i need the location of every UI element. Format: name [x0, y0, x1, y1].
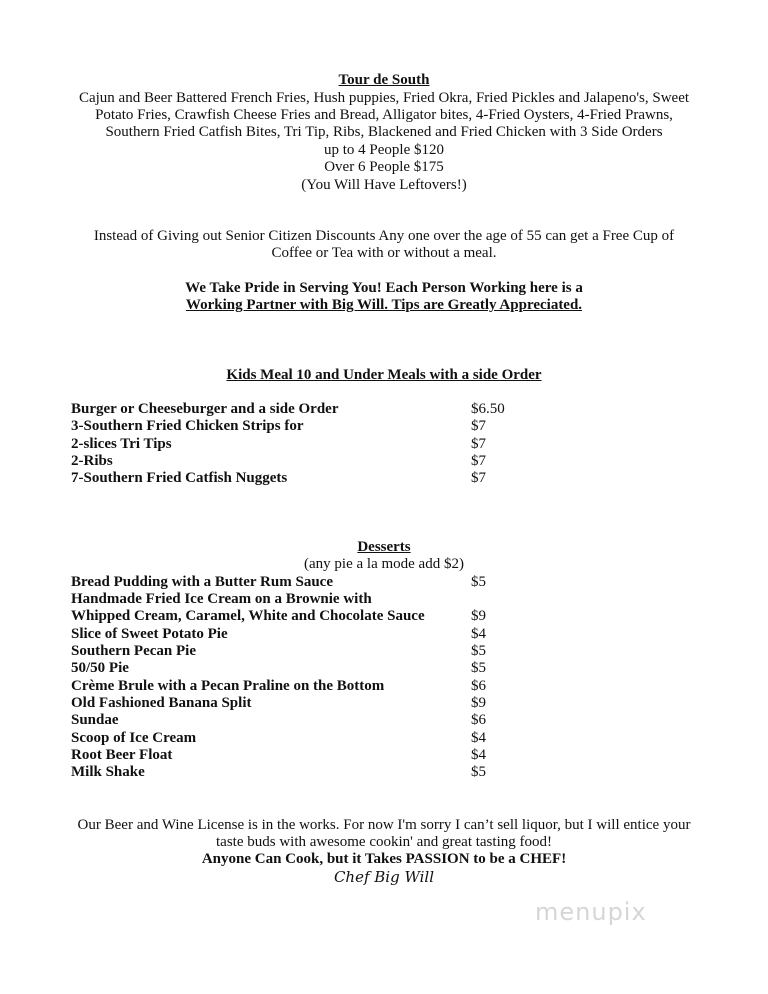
- item-name: Whipped Cream, Caramel, White and Chocolate Sauce: [71, 608, 425, 625]
- menu-item: [71, 453, 671, 470]
- item-price: $9: [471, 608, 486, 625]
- menu-item: [71, 608, 671, 625]
- item-name: Crème Brule with a Pecan Praline on the Bottom: [71, 677, 385, 694]
- menu-item: [71, 730, 671, 747]
- menu-item: [71, 747, 671, 764]
- menu-item: [71, 643, 671, 660]
- item-price: $5: [471, 660, 486, 677]
- item-name: Milk Shake: [71, 764, 145, 781]
- menu-item: [71, 660, 671, 677]
- item-name: 2-slices Tri Tips: [71, 435, 172, 452]
- menu-item: [71, 695, 671, 712]
- menu-item: [71, 678, 671, 695]
- menu-item: [71, 764, 671, 781]
- item-name: Handmade Fried Ice Cream on a Brownie with: [71, 590, 372, 607]
- item-price: $9: [471, 694, 486, 711]
- kids-title: Kids Meal 10 and Under Meals with a side Order: [226, 367, 542, 383]
- item-price: $7: [471, 418, 486, 435]
- tour-lines-line: Potato Fries, Crawfish Cheese Fries and Bread, Alligator bites, 4-Fried Oysters, 4-Fried Prawns,: [95, 106, 673, 123]
- item-price: $7: [471, 470, 486, 487]
- senior-line: Instead of Giving out Senior Citizen Discounts Any one over the age of 55 can get a Free Cup of: [93, 228, 675, 244]
- menu-item: [71, 470, 671, 487]
- desserts-note: (any pie a la mode add $2): [304, 556, 464, 572]
- tour-lines-line: (You Will Have Leftovers!): [301, 176, 467, 193]
- motto: Anyone Can Cook, but it Takes PASSION to be a CHEF!: [201, 851, 567, 867]
- menu-item: [71, 626, 671, 643]
- item-price: $7: [471, 435, 486, 452]
- tour-lines-line: Over 6 People $175: [324, 159, 444, 176]
- tour-lines-line: Cajun and Beer Battered French Fries, Hush puppies, Fried Okra, Fried Pickles and Jalapeno's, Sweet: [78, 89, 690, 106]
- pride-line: We Take Pride in Serving You! Each Person Working here is a: [185, 280, 583, 296]
- footer-line: taste buds with awesome cookin' and great tasting food!: [216, 834, 552, 851]
- item-name: Sundae: [71, 712, 119, 729]
- item-price: $4: [471, 747, 486, 763]
- menu-item: [71, 418, 671, 435]
- item-price: $4: [471, 625, 486, 642]
- tour-title: Tour de South: [338, 72, 430, 88]
- item-name: 7-Southern Fried Catfish Nuggets: [71, 470, 288, 487]
- menu-item: [71, 401, 671, 418]
- item-name: 2-Ribs: [71, 453, 113, 470]
- item-name: Scoop of Ice Cream: [71, 729, 197, 746]
- senior-line: Coffee or Tea with or without a meal.: [271, 245, 497, 262]
- tour-lines-line: Southern Fried Catfish Bites, Tri Tip, Ribs, Blackened and Fried Chicken with 3 Side Orders: [105, 124, 663, 141]
- item-name: Root Beer Float: [71, 747, 173, 763]
- item-price: $6.50: [471, 401, 505, 417]
- item-name: 50/50 Pie: [71, 660, 129, 677]
- item-price: $6: [471, 712, 486, 729]
- item-name: Slice of Sweet Potato Pie: [71, 625, 228, 642]
- menu-item: [71, 574, 671, 591]
- item-price: $7: [471, 453, 486, 470]
- item-price: $6: [471, 677, 486, 694]
- item-name: Bread Pudding with a Butter Rum Sauce: [71, 573, 333, 590]
- item-name: Burger or Cheeseburger and a side Order: [71, 401, 339, 417]
- tour-lines-line: up to 4 People $120: [324, 141, 444, 158]
- chef-signature: Chef Big Will: [333, 868, 435, 886]
- menu-item: [71, 436, 671, 453]
- item-price: $5: [471, 573, 486, 590]
- watermark-logo: menupix: [535, 898, 647, 926]
- menu-item: [71, 712, 671, 729]
- menu-item: [71, 591, 671, 608]
- item-price: $5: [471, 642, 486, 659]
- pride-line: Working Partner with Big Will. Tips are Greatly Appreciated.: [185, 297, 583, 314]
- item-price: $4: [471, 729, 486, 746]
- item-name: Old Fashioned Banana Split: [71, 694, 252, 711]
- desserts-title: Desserts: [357, 539, 411, 555]
- item-price: $5: [471, 764, 486, 781]
- footer-line: Our Beer and Wine License is in the works. For now I'm sorry I can’t sell liquor, but I will entice your: [77, 817, 691, 833]
- item-name: Southern Pecan Pie: [71, 642, 196, 659]
- item-name: 3-Southern Fried Chicken Strips for: [71, 418, 304, 435]
